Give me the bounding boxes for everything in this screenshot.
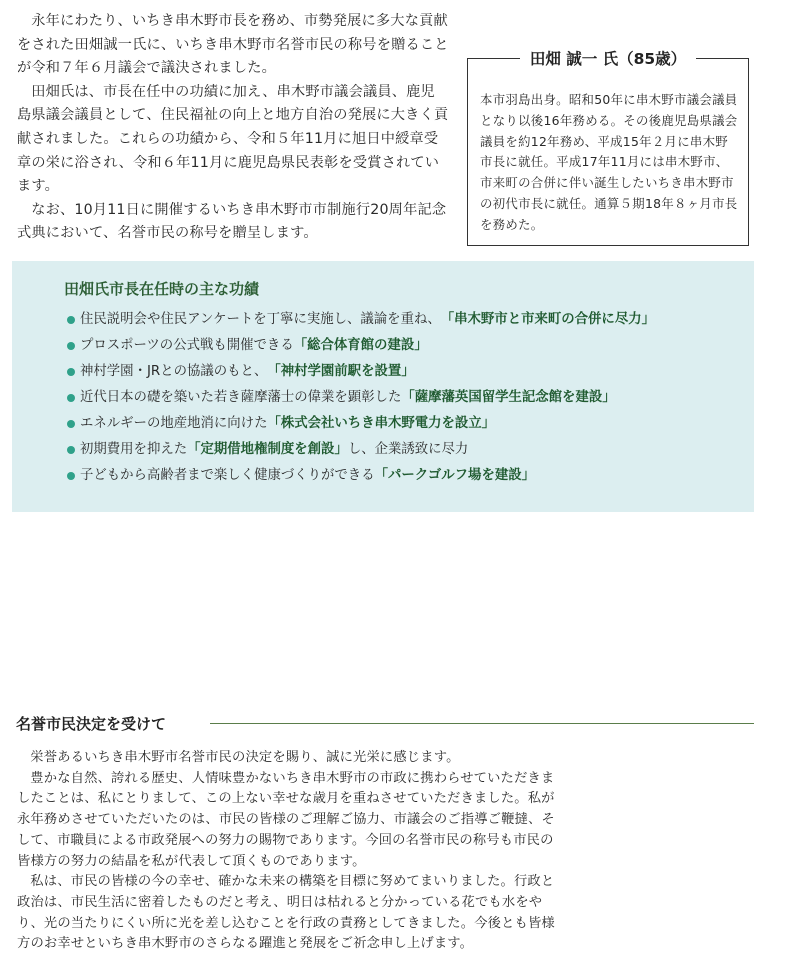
achievements-list: [67, 307, 655, 489]
bullet-dot-icon: [67, 394, 75, 402]
profile-title-wrap: [468, 48, 748, 70]
achievements-title: 田畑氏市長在任時の主な功績: [64, 280, 260, 298]
intro-paragraph: なお、10月11日に開催するいちき串木野市市制施行20周年記念式典において、名誉市民の称号を贈呈します。: [17, 201, 447, 242]
bullet-dot-icon: [67, 342, 75, 350]
intro-paragraph: 田畑氏は、市長在任中の功績に加え、串木野市議会議員、鹿児島県議会議員として、住民福祉の向上と地方自治の発展に大きく貢献されました。これらの功績から、令和５年11月に旭日中綬章受章の栄に浴され、令和６年11月に鹿児島県民表彰を受賞されています。: [17, 83, 449, 195]
achievement-highlight: 「串木野市と市来町の合併に尽力」: [440, 312, 655, 327]
bullet-dot-icon: [67, 446, 75, 454]
achievement-text: 近代日本の礎を築いた若き薩摩藩士の偉業を顕彰した: [80, 390, 402, 405]
achievement-highlight: 「パークゴルフ場を建設」: [374, 468, 536, 483]
achievement-item: [67, 307, 655, 333]
intro-paragraph: 永年にわたり、いちき串木野市長を務め、市勢発展に多大な貢献をされた田畑誠一氏に、いちき串木野市名誉市民の称号を贈ることが令和７年６月議会で議決されました。: [17, 13, 449, 77]
message-text: [17, 748, 565, 955]
message-heading: 名誉市民決定を受けて: [16, 715, 167, 733]
achievement-item: [67, 359, 655, 385]
achievement-text: 子どもから高齢者まで楽しく健康づくりができる: [80, 468, 375, 483]
achievement-highlight: 「株式会社いちき串木野電力を設立」: [267, 416, 496, 431]
achievement-item: [67, 411, 655, 437]
achievement-text: 神村学園・JRとの協議のもと、: [80, 364, 268, 379]
achievement-highlight: 「定期借地権制度を創設」: [187, 442, 348, 457]
achievement-highlight: 「総合体育館の建設」: [293, 338, 428, 353]
intro-text: [17, 10, 449, 246]
achievement-highlight: 「神村学園前駅を設置」: [267, 364, 415, 379]
achievements-panel: [12, 261, 754, 512]
bullet-dot-icon: [67, 472, 75, 480]
message-paragraph: 豊かな自然、誇れる歴史、人情味豊かないちき串木野市の市政に携わらせていただきましたことは、私にとりまして、この上ない幸せな歳月を重ねさせていただきました。私が永年務めさせていただいたのは、市民の皆様のご理解ご協力、市議会のご指導ご鞭撻、そして、市職員による市政発展への努力の賜物であります。今回の名誉市民の称号も市民の皆様方の努力の結晶を私が代表して頂くものであります。: [17, 770, 555, 869]
achievement-suffix: し、企業誘致に尽力: [347, 442, 469, 457]
achievement-item: [67, 437, 655, 463]
bullet-dot-icon: [67, 420, 75, 428]
bullet-dot-icon: [67, 316, 75, 324]
section-divider: [210, 723, 754, 724]
profile-title: 田畑 誠一 氏（85歳）: [520, 50, 696, 68]
message-paragraph: 栄誉あるいちき串木野市名誉市民の決定を賜り、誠に光栄に感じます。: [30, 750, 460, 765]
achievement-text: エネルギーの地産地消に向けた: [80, 416, 268, 431]
bullet-dot-icon: [67, 368, 75, 376]
achievement-item: [67, 385, 655, 411]
profile-body: 本市羽島出身。昭和50年に串木野市議会議員となり以後16年務める。その後鹿児島県議会議員を約12年務め、平成15年２月に串木野市長に就任。平成17年11月には串木野市、市来町の合併に伴い誕生したいちき串木野市の初代市長に就任。通算５期18年８ヶ月市長を務めた。: [480, 92, 738, 232]
achievement-text: 住民説明会や住民アンケートを丁寧に実施し、議論を重ね、: [80, 312, 441, 327]
achievement-item: [67, 333, 655, 359]
achievement-item: [67, 463, 655, 489]
achievement-text: 初期費用を抑えた: [80, 442, 188, 457]
achievement-highlight: 「薩摩藩英国留学生記念館を建設」: [401, 390, 616, 405]
profile-box: [467, 50, 749, 246]
achievement-text: プロスポーツの公式戦も開催できる: [80, 338, 294, 353]
message-paragraph: 私は、市民の皆様の今の幸せ、確かな未来の構築を目標に努めてまいりました。行政と政治は、市民生活に密着したものだと考え、明日は枯れると分かっている花でも水をやり、光の当たりにくい所に光を差し込むことを行政の責務としてきました。今後とも皆様方のお幸せといちき串木野市のさらなる躍進と発展をご祈念申し上げます。: [17, 874, 555, 952]
